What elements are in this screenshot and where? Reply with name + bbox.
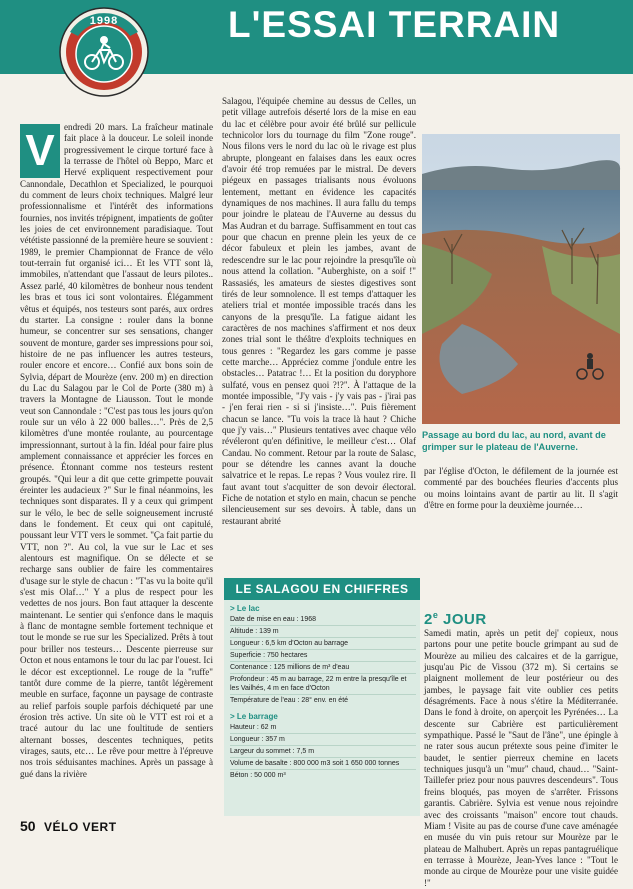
facts-row: Date de mise en eau : 1968 (230, 614, 416, 626)
article-paragraph: endredi 20 mars. La fraîcheur matinale fait place à la douceur. Le soleil inonde progressivement le cirque torturé face à la terrasse de l'hôtel où Beppo, Marc et Hervé expliquent respectivement pour Cannondale, Decathlon et Specialized, le pourquoi du comment de leurs choix techniques. Malgré leur professionnalisme et l'intérêt des informations fournies, nos invités trépignent, impatients de goûter les joies de cet environnement paradisiaque. Tout vététiste passionné de la première heure se souvient : 1989, le premier Championnat de France de vélo tout-terrain fut organisé ici… Et les VTT sont là, immobiles, n'attendant que l'assaut de leurs pilotes.. Assez parlé, 40 kilomètres de bonheur nous tendent les bras et tous ici sont volontaires. Élégamment vêtus et équipés, nos testeurs sont parés, aux ordres du starter. La consigne : rouler dans la bonne humeur, se concentrer sur ses sensations, changer souvent de monture, garder ses impressions pour soi, histoire de ne pas influencer les autres testeurs, rouler encore et encore… Confié aux bons soin de Sylvia, départ de Mourèze (env. 200 m) en direction du Lac du Salagou par le Col de Porte (380 m) à travers la Montagne de Liausson. Tout le monde veut son Cannondale : "C'est pas tous les jours qu'on roule sur un vélo à 22 000 balles…". Près de 2,5 kilomètres d'une montée roulante, au pourcentage impressionnant, surtout à la fin. Idéal pour faire plus amplement connaissance et apprécier les forces en présence. Étonnant comme nos testeurs restent groupés. "Qui leur a dit que cette grimpette pouvait éreinter les audacieux ?" Sur le final néanmoins, les techniques sont disparates. Il y a ceux qui grimpent sur le vélo, le bec de selle soigneusement incrusté dans le fondement. Et ceux qui ont capitulé, poussant leur VTT vers le sommet. "Ça fait partie du VTT, non ?". Au col, la vue sur le Lac et ses alentours est magnifique. On se délecte et se recharge sans oublier de faire les commentaires d'usage sur le style de chacun : "T'as vu la boite qu'il s'est mis Olaf…" Y a plus de respect pour les vedettes de nos jours. Bon faut attaquer la descente maintenant. Le sentier qui s'enfonce dans le maquis à flanc de montagne semble fortement technique et tout le monde se rue sur les Specialized. Prêts à tout pour briller nos testeurs… Descente pierreuse sur Octon et nous entamons le tour du lac par l'ouest. Ici le décor est exceptionnel. Le rouge de la "ruffe" tantôt dure comme de la pierre, tantôt légèrement meuble en surface, façonne un paysage de contraste au relief parfois souple parfois déchiqueté par une érosion très active. Un site où le VTT est roi et a tracé autour du lac une foultitude de sentiers alternant bosses, descentes techniques, petits virages, sauts, etc… Le rêve pour mettre à l'épreuve nos trois séduisantes machines. Après un passage à gué dans la rivière (20, 122, 213, 779)
badge-year: 1998 (89, 15, 119, 27)
facts-row: Superficie : 750 hectares (230, 650, 416, 662)
article-column-1 (20, 122, 213, 812)
article-column-4 (424, 628, 618, 888)
article-paragraph: Samedi matin, après un petit dej' copieux, nous partons pour une petite boucle grimpant au sud de Mourèze au milieu des calcaires et de la garrigue, jusqu'au Pic de Vissou (372 m). Si certains se plaignent mollement de leur postérieur ou des jambes, le paysage fait vite oublier ces petits désagréments. Face à nous s'étire la Méditerranée. Dans le fond à droite, on aperçoit les Pyrénées… La descente sur Cabrière est particulièrement sympathique. Passé le "Saut de l'âne", une épingle à ne rater sous aucun prétexte sous peine d'imiter le baudet, le sentier pierreux cheminе en lacets techniques jusqu'à un "mur" chaud, chaud… "Saint-Taillefer priez pour nous pauvres descendeurs". Tous freins bloqués, pas moyen de s'arrêter. Frissons garantis. Cabrière. Sylvia est venue nous rejoindre avec des croissants "maison" encore tout chauds. Miam ! Visite au pas de course d'une cave aménagée en musée du vin puis retour sur Mourèze par le plateau de Malhubert. Après un repas pantagruélique en terrasse à Mourèze, Jean-Yves lance : "Tout le monde au cirque de Mourèze pour une visite guidée !" (424, 628, 618, 888)
drop-cap: V (20, 124, 60, 178)
facts-row: Contenance : 125 millions de m³ d'eau (230, 662, 416, 674)
article-column-2 (222, 96, 416, 558)
page-number: 50 (20, 818, 36, 834)
facts-row: Béton : 50 000 m³ (230, 772, 286, 779)
year-badge (58, 6, 150, 98)
magazine-name: VÉLO VERT (44, 820, 117, 834)
facts-row: Longueur : 6,5 km d'Octon au barrage (230, 638, 416, 650)
photo-caption: Passage au bord du lac, au nord, avant de grimper sur le plateau de l'Auverne. (422, 430, 606, 452)
facts-box-body (230, 604, 416, 781)
facts-row: Hauteur : 62 m (230, 722, 416, 734)
facts-box-title: LE SALAGOU EN CHIFFRES (224, 578, 420, 600)
page-footer (20, 818, 117, 836)
article-paragraph: Salagou, l'équipée chemine au dessus de Celles, un petit village autrefois déserté lors de la mise en eau du lac et célèbre pour avoir été brûlé sur pellicule technicolor lors du tournage du film "Zone rouge". Nous filons vers le nord du lac où le rivage est plus abrupte, plongeant en falaises dans les eaux ocres d'avoir été trop remuées par le mistral. De devers piégeux en passages trialisants nous évoluons lentement, mettant en évidence les capacités dynamiques de nos machines. Il aura fallu du temps pour joindre le plateau de l'Auverne au dessus du Mas Audran et du barrage. Suffisamment en tout cas pour que chacun en prenne plein les yeux de ce décor fabuleux et plein les jambes, avant de redescendre sur le lac pour rejoindre la presqu'île où nous attend la collation. "Auberghiste, on a soif !" Rassasiés, les amateurs de siestes digestives sont tirés de leur somnolence. Il est temps d'attaquer les ateliers trial et montée impossible tracés dans les canyons de la presqu'île. La fatigue aidant les caractères de nos machines s'affirment et nos deux zones trial sont le théâtre d'exploits techniques en tous genres : "Regardez les gars comme je passe cette marche… Appréciez comme j'ondule entre les obstacles… Patatrac !… Et la position du doryphore sulfaté, vous en pensez quoi ?!?". À l'attaque de la montée impossible, "J'y vais - j'y vais pas - j'irai pas - j'en ferai rien - si si j'insiste…". Puis fièrement chacun se lance. "Tu vois la trace là haut ? Chiche que j'y vais…" Plusieurs tentatives avec chaque vélo révéleront qu'en définitive, le meilleur c'est… Olaf Candau. No comment. Retour par la route de Salasc, pour se détendre les cannes avant la douche salvatrice et le repas. Le repas ? Vous voulez rire. Il faut avant tout s'acquitter de son devoir électoral. Fiche de notation et stylo en main, chacun se penche silencieusement sur ses devoirs. À table, dans un restaurant abrité (222, 96, 416, 526)
facts-row: Longueur : 357 m (230, 734, 416, 746)
section-heading-word: JOUR (443, 611, 487, 628)
facts-row: Profondeur : 45 m au barrage, 22 m entre la presqu'île et les Vailhés, 4 m en face d'Octon (230, 674, 416, 695)
section-heading (424, 610, 618, 628)
facts-row: Altitude : 139 m (230, 626, 416, 638)
page-title: L'ESSAI TERRAIN (228, 4, 561, 45)
facts-barrage-heading: > Le barrage (230, 712, 278, 721)
lake-photo (422, 134, 620, 424)
facts-row: Volume de basalte : 800 000 m3 soit 1 650 000 tonnes (230, 758, 416, 770)
section-heading-sup: e (432, 610, 439, 620)
facts-row: Température de l'eau : 28° env. en été (230, 697, 349, 704)
article-paragraph: par l'église d'Octon, le défilement de la journée est commenté par des bouchées fleuries d'accents plus ou moins lointains avant de partir au lit. Il s'agit d'être en forme pour la deuxième journée… (424, 466, 618, 511)
section-heading-number: 2 (424, 611, 433, 628)
facts-row: Largeur du sommet : 7,5 m (230, 746, 416, 758)
facts-box (224, 578, 420, 816)
facts-lac-heading: > Le lac (230, 604, 260, 613)
